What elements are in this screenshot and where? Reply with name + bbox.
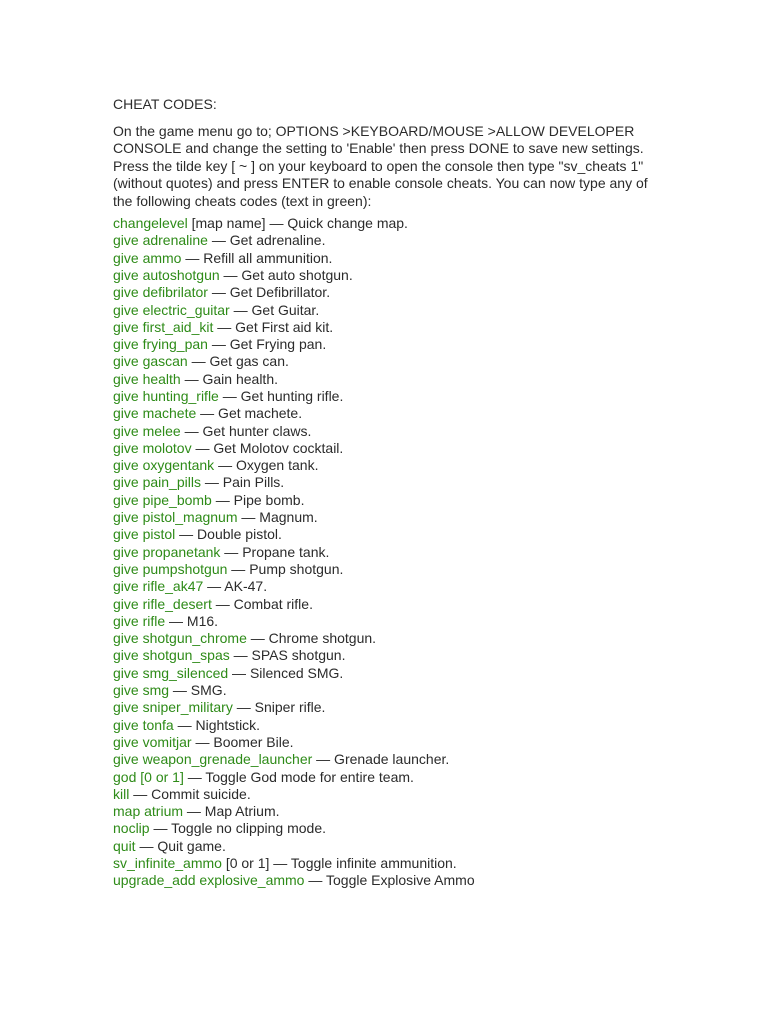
cheat-code-row: [113, 440, 658, 457]
cheat-code-row: [113, 561, 658, 578]
cheat-code-row: [113, 215, 658, 232]
cheat-command: changelevel: [113, 215, 188, 232]
cheat-command: give frying_pan: [113, 336, 208, 353]
cheat-command: give sniper_military: [113, 699, 233, 716]
cheat-code-row: [113, 855, 658, 872]
cheat-description: — Get adrenaline.: [207, 232, 326, 249]
cheat-command: give pistol_magnum: [113, 509, 238, 526]
cheat-command: give gascan: [113, 353, 188, 370]
cheat-code-row: [113, 423, 658, 440]
cheat-code-row: [113, 405, 658, 422]
cheat-description: — Nightstick.: [173, 716, 261, 733]
cheat-description: — AK-47.: [203, 578, 268, 595]
cheat-code-row: [113, 526, 658, 543]
cheat-command: give machete: [113, 405, 197, 422]
cheat-command: map atrium: [113, 803, 184, 820]
cheat-description: — Toggle Explosive Ammo: [304, 872, 475, 889]
cheat-code-row: [113, 769, 658, 786]
cheat-command: give autoshotgun: [113, 266, 220, 283]
cheat-description: — Double pistol.: [175, 526, 282, 543]
cheat-description: — Magnum.: [237, 509, 318, 526]
cheat-description: — Get auto shotgun.: [219, 266, 353, 283]
cheat-code-row: [113, 371, 658, 388]
cheat-command: sv_infinite_ammo: [113, 855, 222, 872]
cheat-code-row: [113, 751, 658, 768]
cheat-command: kill: [113, 785, 130, 802]
cheat-description: — Get First aid kit.: [213, 318, 334, 335]
cheat-command: give rifle_desert: [113, 595, 212, 612]
cheat-description: — Toggle no clipping mode.: [149, 820, 327, 837]
cheat-description: — Gain health.: [180, 370, 278, 387]
cheat-code-row: [113, 336, 658, 353]
cheat-description: — Quit game.: [135, 837, 226, 854]
cheat-description: — Pump shotgun.: [227, 560, 344, 577]
instructions-paragraph: On the game menu go to; OPTIONS >KEYBOARD/MOUSE >ALLOW DEVELOPER CONSOLE and change the setting to 'Enable' then press DONE to save new settings. Press the tilde key [ ~ ] on your keyboard to open the console then type "sv_cheats 1" (without quotes) and press ENTER to enable console cheats. You can now type any of the following cheats codes (text in green):: [113, 123, 648, 209]
cheat-description: — Get hunter claws.: [180, 422, 312, 439]
cheat-code-row: [113, 474, 658, 491]
cheat-command: give shotgun_chrome: [113, 630, 247, 647]
cheat-command: give pumpshotgun: [113, 560, 228, 577]
cheat-code-row: [113, 457, 658, 474]
cheat-description: — Pipe bomb.: [211, 491, 305, 508]
cheat-code-row: [113, 820, 658, 837]
cheat-description: [map name] — Quick change map.: [187, 215, 408, 232]
cheat-command: give first_aid_kit: [113, 318, 214, 335]
cheat-description: — Get Guitar.: [229, 301, 320, 318]
cheat-code-row: [113, 319, 658, 336]
cheat-code-row: [113, 388, 658, 405]
cheat-description: — M16.: [165, 612, 219, 629]
cheat-command: upgrade_add explosive_ammo: [113, 872, 305, 889]
cheat-command: give smg_silenced: [113, 664, 229, 681]
document-page: [113, 96, 658, 890]
cheat-command: noclip: [113, 820, 150, 837]
cheat-code-row: [113, 872, 658, 889]
cheat-description: — Toggle God mode for entire team.: [183, 768, 414, 785]
cheat-description: — Get Defibrillator.: [207, 284, 331, 301]
cheat-command: give smg: [113, 682, 170, 699]
cheat-command: give ammo: [113, 249, 182, 266]
cheat-description: — Silenced SMG.: [228, 664, 344, 681]
cheat-description: — Get machete.: [196, 405, 303, 422]
cheat-code-row: [113, 699, 658, 716]
cheat-command: give molotov: [113, 439, 192, 456]
cheat-description: — Oxygen tank.: [214, 457, 319, 474]
cheat-description: — Propane tank.: [220, 543, 330, 560]
cheat-command: give pistol: [113, 526, 176, 543]
cheat-code-row: [113, 509, 658, 526]
cheat-description: — SMG.: [169, 682, 227, 699]
cheat-code-row: [113, 232, 658, 249]
cheat-description: — Boomer Bile.: [191, 733, 294, 750]
cheat-command: give vomitjar: [113, 733, 192, 750]
cheat-description: — Get Frying pan.: [207, 336, 327, 353]
cheat-command: give pipe_bomb: [113, 491, 212, 508]
cheat-command: give tonfa: [113, 716, 174, 733]
cheat-description: — Combat rifle.: [211, 595, 313, 612]
cheat-code-row: [113, 613, 658, 630]
cheat-command: give rifle: [113, 612, 166, 629]
cheat-code-row: [113, 682, 658, 699]
cheat-code-row: [113, 492, 658, 509]
cheat-description: — Refill all ammunition.: [181, 249, 333, 266]
cheat-code-row: [113, 544, 658, 561]
cheat-command: give rifle_ak47: [113, 578, 204, 595]
cheat-description: — Sniper rifle.: [232, 699, 326, 716]
cheat-command: give defibrilator: [113, 284, 208, 301]
cheat-code-row: [113, 803, 658, 820]
cheat-code-row: [113, 578, 658, 595]
cheat-code-row: [113, 786, 658, 803]
cheat-command: give shotgun_spas: [113, 647, 230, 664]
cheat-code-row: [113, 838, 658, 855]
cheat-command: give oxygentank: [113, 457, 215, 474]
cheat-code-row: [113, 284, 658, 301]
cheat-code-row: [113, 302, 658, 319]
page-title: CHEAT CODES:: [113, 96, 217, 112]
cheat-code-row: [113, 267, 658, 284]
cheat-command: god [0 or 1]: [113, 768, 184, 785]
cheat-code-row: [113, 647, 658, 664]
cheat-command: give melee: [113, 422, 181, 439]
cheat-description: — Commit suicide.: [129, 785, 251, 802]
cheat-command: quit: [113, 837, 136, 854]
cheat-description: — Get Molotov cocktail.: [191, 439, 344, 456]
cheat-command: give propanetank: [113, 543, 221, 560]
cheat-code-row: [113, 734, 658, 751]
cheat-description: — Get hunting rifle.: [218, 388, 344, 404]
cheat-description: — Pain Pills.: [200, 474, 285, 491]
cheat-description: — Map Atrium.: [183, 803, 280, 820]
cheat-description: — Get gas can.: [187, 353, 289, 370]
cheat-code-row: [113, 596, 658, 613]
cheat-code-row: [113, 717, 658, 734]
cheat-command: give weapon_grenade_launcher: [113, 751, 313, 768]
cheat-description: [0 or 1] — Toggle infinite ammunition.: [221, 855, 457, 872]
cheat-command: give hunting_rifle: [113, 388, 219, 404]
cheat-code-row: [113, 665, 658, 682]
cheat-command: give electric_guitar: [113, 301, 230, 318]
cheat-command: give health: [113, 370, 181, 387]
cheat-description: — Chrome shotgun.: [246, 630, 377, 647]
cheat-description: — SPAS shotgun.: [229, 647, 346, 664]
cheat-code-row: [113, 250, 658, 267]
cheat-code-row: [113, 630, 658, 647]
cheat-code-list: [113, 215, 658, 890]
cheat-description: — Grenade launcher.: [312, 751, 450, 768]
cheat-command: give adrenaline: [113, 232, 208, 249]
cheat-code-row: [113, 353, 658, 370]
cheat-command: give pain_pills: [113, 474, 201, 491]
